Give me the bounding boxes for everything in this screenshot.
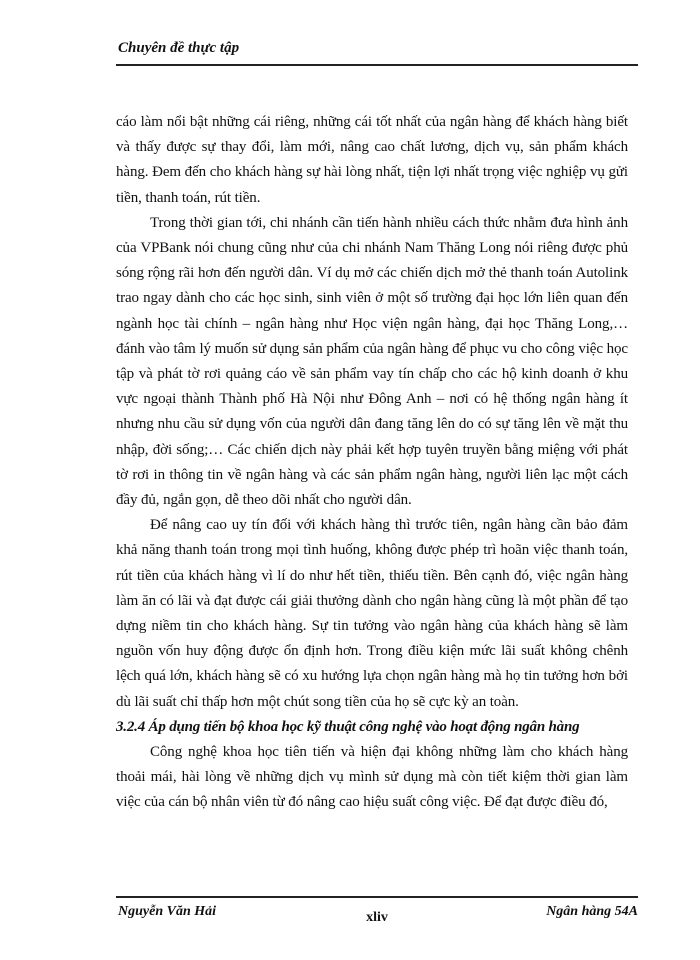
document-body [116,110,628,816]
paragraph-customer-trust: Để nâng cao uy tín đối với khách hàng thì trước tiên, ngân hàng cần bảo đảm khả năng thanh toán trong mọi tình huống, không được phép trì hoãn việc thanh toán, rút tiền của khách hàng vì lí do như hết tiền, thiếu tiền. Bên cạnh đó, việc ngân hàng làm ăn có lãi và đạt được cái giải thưởng dành cho ngân hàng cũng là một phần để tạo dựng niềm tin cho khách hàng. Sự tin tưởng vào ngân hàng của khách hàng sẽ làm nguồn vốn huy động được ổn định hơn. Trong điều kiện mức lãi suất không chênh lệch quá lớn, khách hàng sẽ có xu hướng lựa chọn ngân hàng mà họ tin tưởng hơn bởi dù lãi suất chỉ thấp hơn một chút song tiền của họ sẽ cực kỳ an toàn. [116,517,628,710]
footer-author: Nguyễn Văn Hải [118,904,217,919]
section-heading: 3.2.4 Áp dụng tiến bộ khoa học kỹ thuật công nghệ vào hoạt động ngân hàng [116,718,580,735]
paragraph-technology: Công nghệ khoa học tiên tiến và hiện đại không những làm cho khách hàng thoải mái, hài lòng về những dịch vụ mình sử dụng mà còn tiết kiệm thời gian làm việc của cán bộ nhân viên từ đó nâng cao hiệu suất công việc. Để đạt được điều đó, [116,744,628,811]
page-number: xliv [366,910,388,925]
paragraph-marketing-campaigns: Trong thời gian tới, chi nhánh cần tiến hành nhiều cách thức nhằm đưa hình ảnh của VPBank nói chung cũng như của chi nhánh Nam Thăng Long nói riêng được phủ sóng rộng rãi hơn đến người dân. Ví dụ mở các chiến dịch mở thẻ thanh toán Autolink trao ngay dành cho các học sinh, sinh viên ở một số trường đại học lớn liên quan đến ngành học tài chính – ngân hàng như Học viện ngân hàng, đại học Thăng Long,… đánh vào tâm lý muốn sử dụng sản phẩm của ngân hàng để phục vu cho công việc học tập và phát tờ rơi quảng cáo về sản phẩm vay tín chấp cho các hộ kinh doanh ở khu vực ngoại thành Thành phố Hà Nội như Đông Anh – nơi có hệ thống ngân hàng ít nhưng nhu cầu sử dụng vốn của người dân đang tăng lên do có sự tăng lên về mặt thu nhập, đời sống;… Các chiến dịch này phải kết hợp tuyên truyền bằng miệng với phát tờ rơi in thông tin về ngân hàng và các sản phẩm ngân hàng, người liên lạc một cách đầy đủ, ngắn gọn, dễ theo dõi nhất cho người dân. [116,214,628,509]
header-title: Chuyên đề thực tập [118,40,240,56]
paragraph-continuation: cáo làm nổi bật những cái riêng, những cái tốt nhất của ngân hàng để khách hàng biết và thấy được sự thay đổi, làm mới, nâng cao chất lương, dịch vụ, sản phẩm khách hàng. Đem đến cho khách hàng sự hài lòng nhất, tiện lợi nhất trọng việc nghiệp vụ gửi tiền, thanh toán, rút tiền. [116,114,628,206]
page-header [116,38,638,66]
page-footer [116,896,638,928]
footer-class: Ngân hàng 54A [546,904,638,919]
